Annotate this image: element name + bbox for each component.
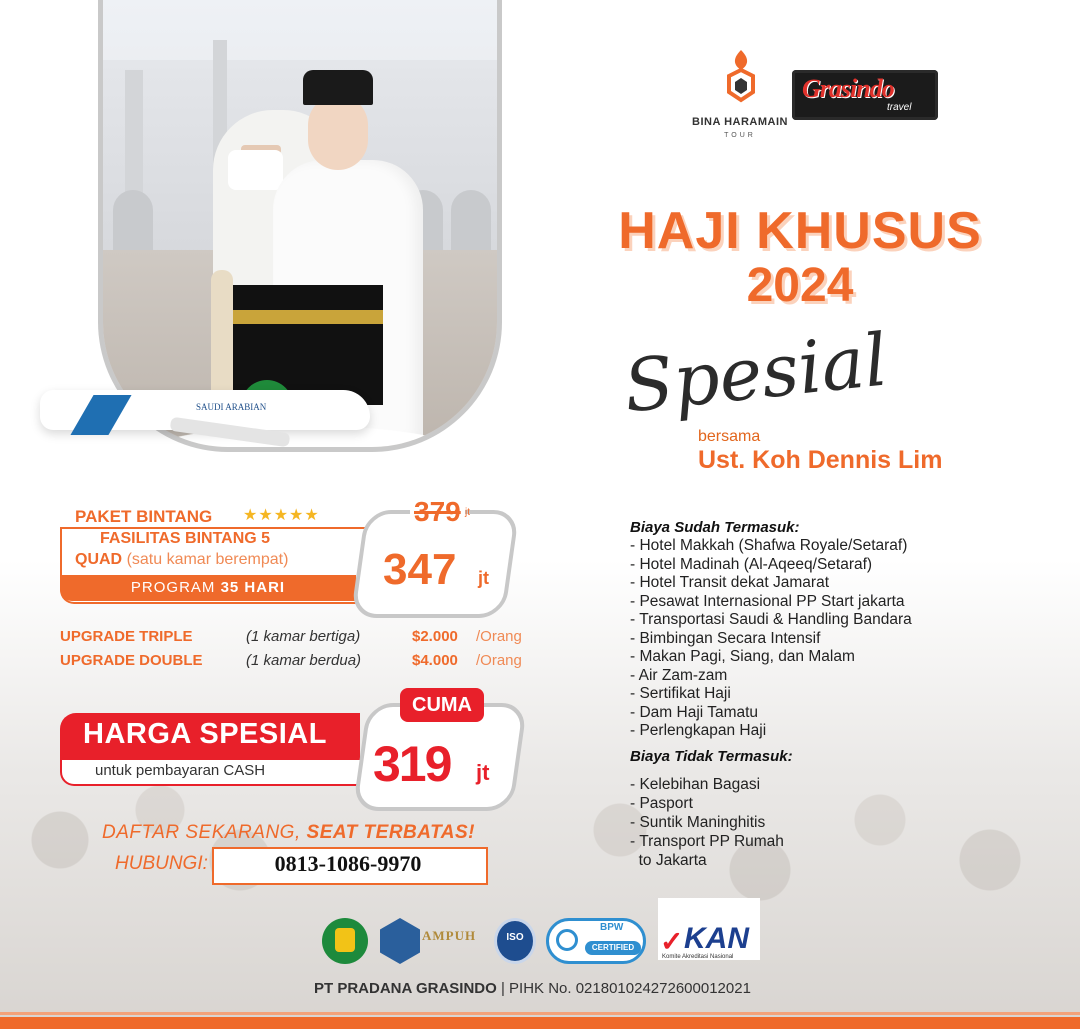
list-item: - Sertifikat Haji (630, 685, 731, 702)
special-price-title: HARGA SPESIAL (83, 718, 327, 750)
package-room (75, 551, 288, 569)
airplane-livery: SAUDI ARABIAN (196, 402, 267, 412)
bina-haramain-name: BINA HARAMAIN (692, 116, 788, 128)
upgrade-note: (1 kamar berdua) (246, 652, 362, 669)
woman-veil (228, 150, 283, 190)
page-title: HAJI KHUSUS (618, 202, 982, 260)
grasindo-logo (792, 70, 938, 120)
list-item: - Bimbingan Secara Intensif (630, 629, 821, 647)
grasindo-name: Grasindo (802, 74, 894, 103)
hero-photo-frame (98, 0, 502, 452)
bina-haramain-logo (688, 44, 792, 148)
flame-icon (721, 48, 761, 104)
list-item: - Transportasi Saudi & Handling Bandara (630, 611, 912, 628)
register-cta (102, 822, 475, 844)
man-cap (303, 70, 373, 105)
old-price-value: 379 (414, 496, 461, 527)
check-icon: ✓ (660, 926, 684, 957)
program-prefix: PROGRAM (130, 579, 216, 596)
kaaba-gold-band (233, 310, 383, 324)
upgrade-label: UPGRADE DOUBLE (60, 652, 203, 669)
star-rating-icon: ★★★★★ (243, 507, 320, 524)
list-item: - Hotel Makkah (Shafwa Royale/Setaraf) (630, 537, 908, 554)
excludes-list (630, 775, 784, 870)
upgrade-unit: /Orang (476, 652, 522, 669)
list-item: - Air Zam-zam (630, 666, 728, 684)
phone-number[interactable]: 0813-1086-9970 (274, 851, 422, 876)
man-face (308, 95, 368, 170)
bpw-certified-label: CERTIFIED (585, 941, 641, 955)
package-facility: FASILITAS BINTANG 5 (100, 530, 271, 547)
list-item: - Pesawat Internasional PP Start jakarta (630, 592, 905, 610)
contact-label: HUBUNGI: (115, 853, 208, 874)
bersama-label: bersama (698, 428, 761, 445)
list-item: - Perlengkapan Haji (630, 722, 767, 739)
upgrade-unit: /Orang (476, 628, 522, 645)
register-text: DAFTAR SEKARANG, (102, 822, 301, 843)
program-duration (60, 575, 356, 601)
company-name: PT PRADANA GRASINDO (314, 980, 497, 997)
upgrade-price: $4.000 (412, 652, 458, 669)
footer (314, 980, 751, 997)
ustadz-name: Ust. Koh Dennis Lim (698, 446, 943, 474)
mosque-arch (113, 190, 153, 250)
list-item: - Hotel Transit dekat Jamarat (630, 574, 829, 591)
bpw-icon (556, 929, 578, 951)
paket-label: PAKET BINTANG (75, 507, 213, 526)
upgrade-note: (1 kamar bertiga) (246, 628, 361, 645)
final-price: 319 (373, 736, 451, 792)
mosque-arch (451, 190, 491, 250)
program-days: 35 HARI (220, 579, 286, 596)
room-note: (satu kamar berempat) (126, 551, 289, 568)
package-price: 347 (383, 545, 457, 594)
list-item: - Hotel Madinah (Al-Aqeeq/Setaraf) (630, 555, 873, 573)
list-item: - Transport PP Rumah (630, 833, 784, 850)
kan-logo-text: KAN (684, 922, 749, 955)
madinah-minaret (211, 270, 233, 410)
seat-limited-text: SEAT TERBATAS! (306, 822, 476, 843)
final-price-unit: jt (476, 760, 490, 785)
excludes-title: Biaya Tidak Termasuk: (630, 748, 793, 765)
list-item: - Kelebihan Bagasi (630, 776, 761, 793)
footer-accent-line (0, 1012, 1080, 1015)
includes-list (630, 537, 912, 741)
list-item: to Jakarta (630, 852, 707, 869)
bina-haramain-sub: TOUR (724, 132, 756, 139)
special-price-subtitle: untuk pembayaran CASH (95, 762, 266, 779)
kan-logo-sub: Komite Akreditasi Nasional (662, 954, 734, 960)
list-item: - Pasport (630, 795, 693, 812)
ampuh-logo-text: AMPUH (422, 928, 477, 943)
grasindo-sub: travel (887, 102, 912, 113)
includes-title: Biaya Sudah Termasuk: (630, 519, 800, 536)
room-type: QUAD (75, 551, 123, 568)
spesial-script: Spesial (620, 317, 892, 429)
iso-logo-text: ISO (506, 932, 524, 943)
old-price (410, 496, 465, 528)
upgrade-label: UPGRADE TRIPLE (60, 628, 193, 645)
footer-accent-bar (0, 1017, 1080, 1029)
list-item: - Makan Pagi, Siang, dan Malam (630, 648, 855, 665)
kemenag-logo (322, 918, 368, 964)
list-item: - Suntik Maninghitis (630, 814, 766, 831)
cuma-badge: CUMA (400, 688, 484, 722)
upgrade-price: $2.000 (412, 628, 458, 645)
page-title-year: 2024 (746, 259, 854, 312)
license-number: | PIHK No. 021801024272600012021 (500, 980, 751, 997)
old-price-unit: jt (465, 507, 470, 518)
minaret-left (125, 70, 143, 210)
package-price-unit: jt (478, 568, 489, 588)
bpw-label: BPW (600, 922, 624, 933)
list-item: - Dam Haji Tamatu (630, 703, 759, 721)
